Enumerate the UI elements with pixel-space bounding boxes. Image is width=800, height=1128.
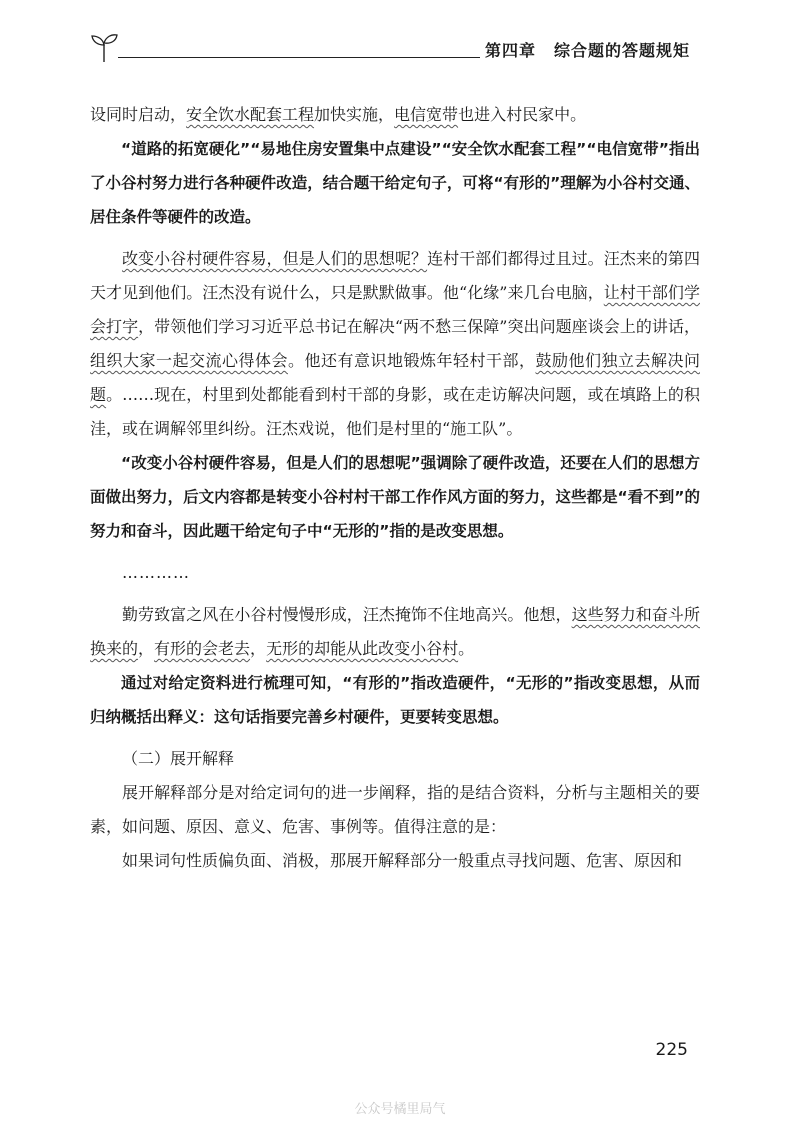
- paragraph: [90, 132, 700, 234]
- paragraph-gap: [90, 548, 700, 556]
- paragraph: [90, 556, 700, 590]
- paragraph-text: …………: [122, 563, 190, 582]
- running-header: [90, 30, 690, 70]
- paragraph: [90, 98, 700, 132]
- chapter-heading: [485, 38, 690, 61]
- paragraph-text: 如果词句性质偏负面、消极，那展开解释部分一般重点寻找问题、危害、原因和: [122, 851, 683, 870]
- underlined-text: 让村干部们学会打字: [90, 283, 700, 336]
- paragraph-text: 展开解释部分是对给定词句的进一步阐释，指的是结合资料，分析与主题相关的要素，如问题、原因、意义、危害、事例等。值得注意的是：: [90, 783, 700, 836]
- paragraph-text: ，带领他们学习习近平总书记在解决“两不愁三保障”突出问题座谈会上的讲话，: [138, 317, 700, 336]
- header-rule: [118, 57, 480, 58]
- paragraph-text: “道路的拓宽硬化”“易地住房安置集中点建设”“安全饮水配套工程”“电信宽带”指出了小谷村努力进行各种硬件改造，结合题干给定句子，可将“有形的”理解为小谷村交通、居住条件等硬件的改造。: [90, 140, 700, 226]
- underlined-text: 这些努力和奋斗所换来的: [90, 605, 700, 658]
- paragraph: [90, 742, 700, 776]
- paragraph-text: （二）展开解释: [122, 749, 235, 768]
- underlined-text: 电信宽带: [394, 105, 459, 124]
- paragraph: [90, 242, 700, 446]
- page-number: 225: [655, 1040, 688, 1060]
- paragraph-text: 勤劳致富之风在小谷村慢慢形成，汪杰掩饰不住地高兴。他想，: [122, 605, 572, 624]
- paragraph: [90, 446, 700, 548]
- underlined-text: 鼓励他们独立去解决问题: [90, 351, 700, 404]
- paragraph-gap: [90, 590, 700, 598]
- paragraph-gap: [90, 234, 700, 242]
- underlined-text: 有形的会老去: [154, 639, 251, 658]
- paragraph: [90, 776, 700, 844]
- paragraph-text: 通过对给定资料进行梳理可知，“有形的”指改造硬件，“无形的”指改变思想，从而归纳概括出释义：这句话指要完善乡村硬件，更要转变思想。: [90, 674, 700, 726]
- sprout-icon: [90, 32, 120, 64]
- paragraph: [90, 598, 700, 666]
- paragraph-text: 。: [458, 639, 475, 658]
- paragraph: [90, 666, 700, 734]
- watermark: 公众号橘里局气: [354, 1102, 446, 1117]
- paragraph-text: ，: [250, 639, 267, 658]
- paragraph-text: 。他还有意识地锻炼年轻村干部，: [288, 351, 536, 370]
- underlined-text: 安全饮水配套工程: [186, 105, 315, 124]
- chapter-title: 综合题的答题规矩: [553, 41, 690, 60]
- paragraph-gap: [90, 734, 700, 742]
- chapter-number: 第四章: [484, 41, 536, 60]
- page-body: [90, 98, 700, 878]
- paragraph-text: 加快实施，: [314, 105, 395, 124]
- paragraph-text: ，: [138, 639, 155, 658]
- paragraph-text: 连村干部们都得过且过。汪杰来的第四天才见到他们。汪杰没有说什么，只是默默做事。他“化缘”来几台电脑，: [90, 249, 700, 302]
- underlined-text: 无形的却能从此改变小谷村: [266, 639, 459, 658]
- paragraph-text: 也进入村民家中。: [458, 105, 587, 124]
- paragraph: [90, 844, 700, 878]
- paragraph-text: 设同时启动，: [90, 105, 187, 124]
- paragraph-text: “改变小谷村硬件容易，但是人们的思想呢”强调除了硬件改造，还要在人们的思想方面做出努力，后文内容都是转变小谷村村干部工作作风方面的努力，这些都是“看不到”的努力和奋斗，因此题干给定句子中“无形的”指的是改变思想。: [90, 454, 700, 540]
- underlined-text: 改变小谷村硬件容易，但是人们的思想呢？: [122, 249, 428, 268]
- underlined-text: 组织大家一起交流心得体会: [90, 351, 288, 370]
- paragraph-text: 。……现在，村里到处都能看到村干部的身影，或在走访解决问题，或在填路上的积洼，或在调解邻里纠纷。汪杰戏说，他们是村里的“施工队”。: [90, 385, 700, 438]
